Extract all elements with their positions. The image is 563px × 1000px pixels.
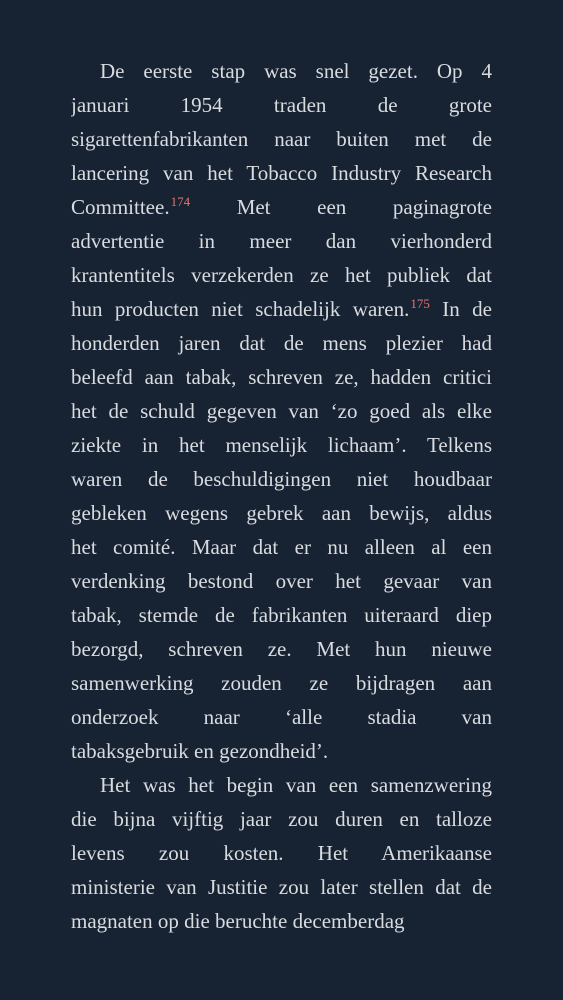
text-line (71, 258, 492, 292)
text-line (71, 462, 492, 496)
text-run: krantentitels verzekerden ze het publiek dat (71, 263, 492, 287)
text-run: lancering van het Tobacco Industry Research (71, 161, 492, 185)
text-run: sigarettenfabrikanten naar buiten met de (71, 127, 492, 151)
text-line (71, 768, 492, 802)
text-run: tabaksgebruik en gezondheid’. (71, 739, 329, 763)
text-run: advertentie in meer dan vierhonderd (71, 229, 492, 253)
text-line (71, 224, 492, 258)
text-line (71, 88, 492, 122)
text-line (71, 734, 492, 768)
footnote-link[interactable]: 175 (410, 296, 430, 311)
text-run: In de (429, 297, 492, 321)
text-run: ziekte in het menselijk lichaam’. Telkens (71, 433, 492, 457)
text-line (71, 802, 492, 836)
text-line (71, 428, 492, 462)
ebook-page (71, 54, 492, 938)
text-line (71, 530, 492, 564)
text-line (71, 836, 492, 870)
text-line (71, 496, 492, 530)
text-line (71, 904, 492, 938)
text-run: honderden jaren dat de mens plezier had (71, 331, 492, 355)
text-line (71, 394, 492, 428)
text-line (71, 292, 492, 326)
text-run: samenwerking zouden ze bijdragen aan (71, 671, 492, 695)
text-run: het comité. Maar dat er nu alleen al een (71, 535, 492, 559)
text-line (71, 870, 492, 904)
text-line (71, 190, 492, 224)
text-line (71, 598, 492, 632)
text-run: Het was het begin van een samenzwering (100, 773, 492, 797)
text-run: beleefd aan tabak, schreven ze, hadden critici (71, 365, 492, 389)
text-run: magnaten op die beruchte decemberdag (71, 909, 405, 933)
body-paragraph (71, 768, 492, 938)
text-line (71, 360, 492, 394)
text-run: ministerie van Justitie zou later stellen dat de (71, 875, 492, 899)
text-line (71, 326, 492, 360)
text-run: hun producten niet schadelijk waren. (71, 297, 410, 321)
body-paragraph (71, 54, 492, 768)
text-run: Committee. (71, 195, 170, 219)
text-run: die bijna vijftig jaar zou duren en talloze (71, 807, 492, 831)
text-run: onderzoek naar ‘alle stadia van (71, 705, 492, 729)
text-run: tabak, stemde de fabrikanten uiteraard diep (71, 603, 492, 627)
text-run: Met een paginagrote (190, 195, 492, 219)
text-line (71, 122, 492, 156)
footnote-link[interactable]: 174 (170, 194, 191, 209)
text-line (71, 564, 492, 598)
text-run: het de schuld gegeven van ‘zo goed als elke (71, 399, 492, 423)
text-run: bezorgd, schreven ze. Met hun nieuwe (71, 637, 492, 661)
text-run: waren de beschuldigingen niet houdbaar (71, 467, 492, 491)
text-run: De eerste stap was snel gezet. Op 4 (100, 59, 492, 83)
text-line (71, 700, 492, 734)
text-run: verdenking bestond over het gevaar van (71, 569, 492, 593)
text-run: gebleken wegens gebrek aan bewijs, aldus (71, 501, 492, 525)
text-run: januari 1954 traden de grote (71, 93, 492, 117)
text-line (71, 632, 492, 666)
text-run: levens zou kosten. Het Amerikaanse (71, 841, 492, 865)
text-line (71, 666, 492, 700)
text-line (71, 156, 492, 190)
text-line (71, 54, 492, 88)
